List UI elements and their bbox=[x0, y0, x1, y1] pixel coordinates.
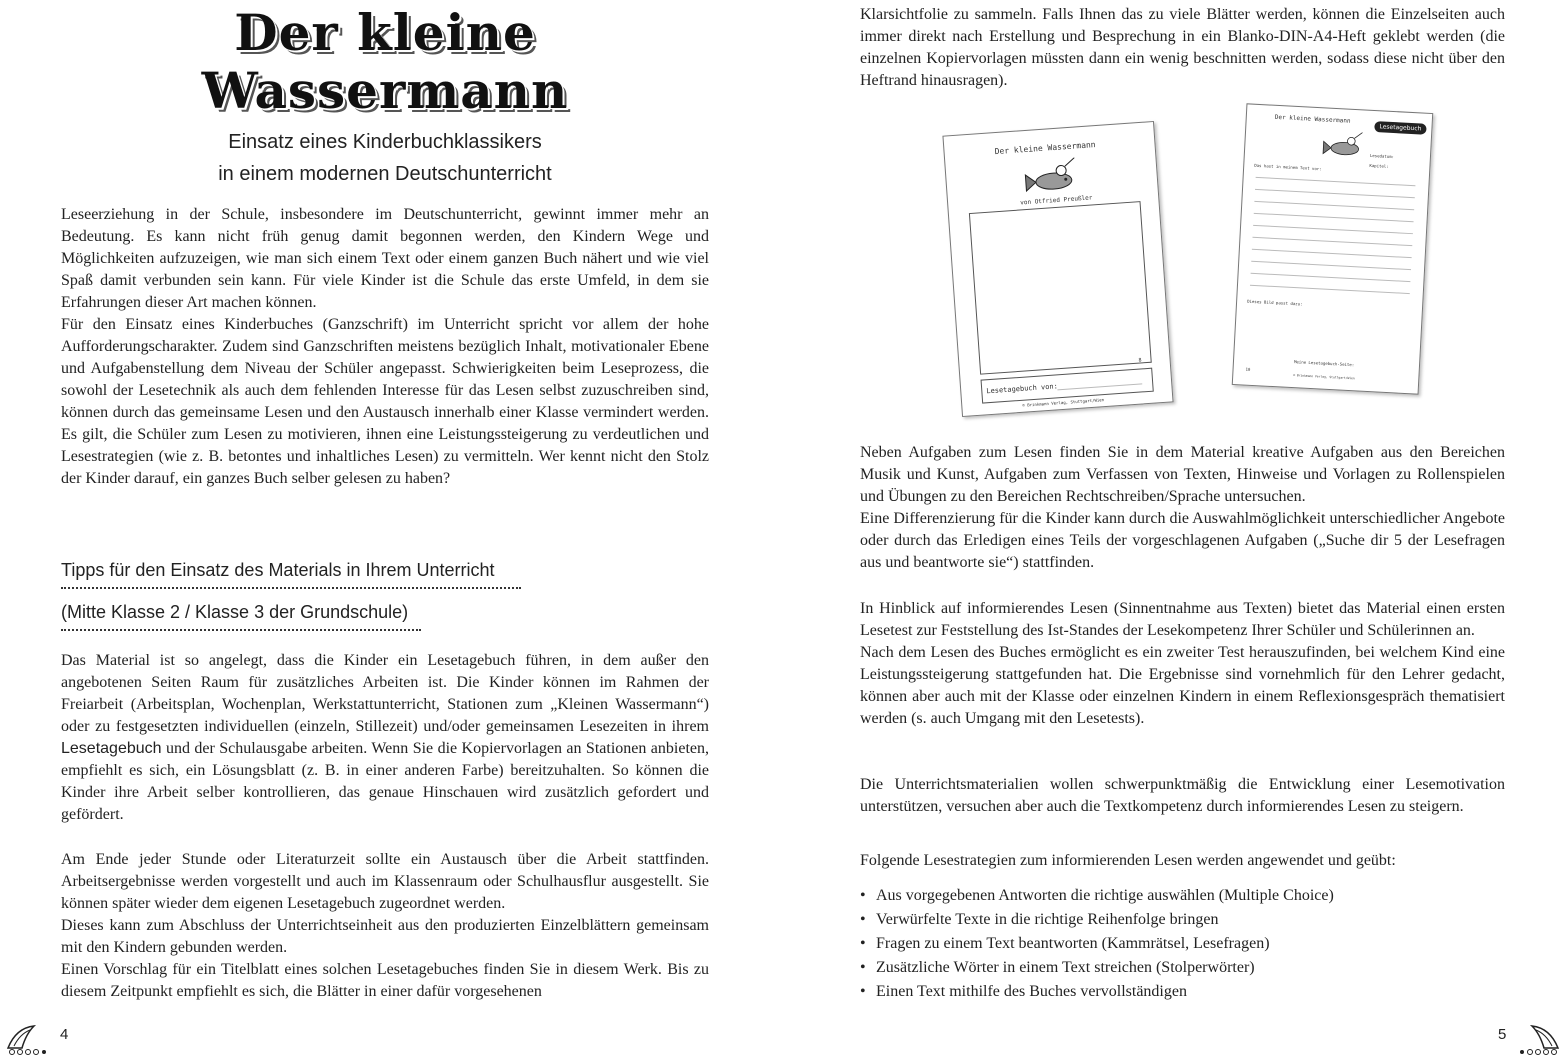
continued-paragraph: Klarsichtfolie zu sammeln. Falls Ihnen das zu viele Blätter werden, können die Einzelseiten auch immer direkt nach Erstellung und Besprechung in ein Blanko-DIN-A4-Heft geklebt werden (die einzelnen Kopiervorlagen müssten dann ein wenig beschnitten werden, sodass diese nicht über den Heftrand hinausragen). bbox=[860, 6, 1505, 89]
sheet-footer: © Brinkmann Verlag, Stuttgart/Wien bbox=[1022, 397, 1105, 408]
lesetagebuch-badge: Lesetagebuch bbox=[1374, 121, 1427, 135]
sheet-author: von Otfried Preußler bbox=[1020, 194, 1093, 207]
water-man-icon bbox=[1320, 130, 1367, 160]
page-title bbox=[150, 4, 620, 120]
page-number-right: 5 bbox=[1498, 1026, 1507, 1043]
drawing-frame bbox=[969, 201, 1152, 375]
sheet-header: Der kleine Wassermann bbox=[1274, 113, 1351, 125]
reading-test-text bbox=[860, 598, 1505, 730]
sheet-title: Der kleine Wassermann bbox=[994, 140, 1096, 157]
dotted-rule bbox=[61, 587, 521, 589]
strategies-intro: Folgende Lesestrategien zum informierenden Lesen werden angewendet und geübt: bbox=[860, 852, 1396, 869]
subtitle-line-1: Einsatz eines Kinderbuchklassikers bbox=[228, 131, 542, 153]
list-item: • Fragen zu einem Text beantworten (Kammrätsel, Lesefragen) bbox=[860, 932, 1505, 956]
lesetagebuch-term: Lesetagebuch bbox=[61, 740, 162, 757]
list-item: • Zusätzliche Wörter in einem Text streichen (Stolperwörter) bbox=[860, 956, 1505, 980]
reading-test-paragraph-2: Nach dem Lesen des Buches ermöglicht es ein zweiter Test herauszufinden, bei welchem Kind eine Leistungssteigerung stattgefunden hat. Die Ergebnisse sind vornehmlich für den Lehrer gedacht, können aber auch mit der Klasse oder einzelnen Kindern in einem Reflexionsgespräch thematisiert werden (s. auch Umgang mit den Lesetests). bbox=[860, 644, 1505, 727]
list-item: • Einen Text mithilfe des Buches vervollständigen bbox=[860, 980, 1505, 1004]
creative-paragraph-2: Eine Differenzierung für die Kinder kann durch die Auswahlmöglichkeit unterschiedlicher Angebote oder durch das Erledigen eines Teils der vorgeschlagenen Aufgaben („Suche dir 5 der Lesefragen aus und beantworte sie“) stattfinden. bbox=[860, 510, 1505, 571]
creative-paragraph-1: Neben Aufgaben zum Lesen finden Sie in dem Material kreative Aufgaben aus den Bereichen Musik und Kunst, Aufgaben zum Verfassen von Texten, Hinweise und Vorlagen zu Rollenspielen und Übungen zu den Bereichen Rechtschreiben/Sprache untersuchen. bbox=[860, 444, 1505, 505]
material-paragraph: Das Material ist so angelegt, dass die Kinder ein Lesetagebuch führen, in dem außer den angebotenen Seiten Raum für zusätzliches Arbeiten ist. Die Kinder können im Rahmen der Freiarbeit (Arbeitsplan, Wochenplan, Werkstattunterricht, Stationen zum „Kleinen Wassermann“) oder zu festgesetzten individuellen (einzeln, Stillezeit) und/oder gemeinsamen Lesezeiten in ihrem Lesetagebuch und der Schulausgabe arbeiten. Wenn Sie die Kopiervorlagen an Stationen anbieten, empfiehlt es sich, ein Lösungsblatt (z. B. in einer anderen Farbe) bereitzuhalten. So können die Kinder ihre Arbeit selber kontrollieren, das genaue Hinschauen wird zusätzlich gefordert und gefördert. bbox=[61, 652, 709, 823]
closing-text bbox=[61, 849, 709, 1003]
subtitle-line-2: in einem modernen Deutschunterricht bbox=[218, 163, 552, 185]
motivation-paragraph: Die Unterrichtsmaterialien wollen schwerpunktmäßig die Entwicklung einer Lesemotivation unterstützen, versuchen aber auch die Textkompetenz durch informierendes Lesen zu steigern. bbox=[860, 776, 1505, 815]
name-box: Lesetagebuch von: 8 bbox=[981, 368, 1154, 404]
publisher-logo-icon bbox=[4, 1022, 48, 1056]
strategies-list bbox=[860, 884, 1505, 1004]
closing-paragraph-2: Dieses kann zum Abschluss der Unterrichtseinheit aus den produzierten Einzelblättern gemeinsam mit den Kindern gebunden werden. bbox=[61, 917, 709, 956]
list-item: • Aus vorgegebenen Antworten die richtige auswählen (Multiple Choice) bbox=[860, 884, 1505, 908]
creative-tasks-text bbox=[860, 442, 1505, 574]
page-number-left: 4 bbox=[60, 1026, 69, 1043]
title-line-2: Wassermann bbox=[201, 61, 569, 120]
reading-test-paragraph-1: In Hinblick auf informierendes Lesen (Sinnentnahme aus Texten) bietet das Material einen ersten Lesetest zur Feststellung des Ist-Standes der Lesekompetenz Ihrer Schüler und Schülerinnen an. bbox=[860, 600, 1505, 639]
motivation-text bbox=[860, 774, 1505, 818]
material-text bbox=[61, 650, 709, 826]
right-page bbox=[784, 0, 1568, 1056]
water-man-icon bbox=[1020, 157, 1082, 197]
intro-paragraph-1: Leseerziehung in der Schule, insbesondere im Deutschunterricht, gewinnt immer mehr an Bedeutung. Es kann nicht früh genug damit begonnen werden, den Kindern Wege und Möglichkeiten aufzuzeigen, wie man sich einem Text oder einem ganzen Buch nähert und wie viel Spaß damit verbunden sein kann. Für viele Kinder ist die Schule das erste Umfeld, in dem sie Erfahrungen dieser Art machen können. bbox=[61, 206, 709, 311]
closing-paragraph-1: Am Ende jeder Stunde oder Literaturzeit sollte ein Austausch über die Arbeit stattfinden. Arbeitsergebnisse werden vorgestellt und auch im Klassenraum oder Schulhausflur ausgestellt. Sie können später wieder dem eigenen Lesetagebuch zugeordnet werden. bbox=[61, 851, 709, 912]
list-item: • Verwürfelte Texte in die richtige Reihenfolge bringen bbox=[860, 908, 1505, 932]
title-line-1: Der kleine bbox=[234, 3, 536, 62]
continued-text bbox=[860, 4, 1505, 92]
intro-text bbox=[61, 204, 709, 490]
subtitle bbox=[140, 126, 630, 190]
tips-heading: Tipps für den Einsatz des Materials in Ihrem Unterricht bbox=[61, 560, 521, 589]
grade-heading: (Mitte Klasse 2 / Klasse 3 der Grundschule) bbox=[61, 602, 421, 631]
dotted-rule bbox=[61, 629, 421, 631]
worksheet-page-illustration: Der kleine Wassermann Lesetagebuch Lesedatum: Kapitel: Das hast in meinem Text vor: Dieses Bild passt dazu: Meine Lesetagebuch-Seite: 10 © Brinkmann Verlag, Stuttgart/Wien bbox=[1232, 103, 1434, 394]
worksheet-cover-illustration bbox=[942, 121, 1173, 417]
intro-paragraph-2: Für den Einsatz eines Kinderbuches (Ganzschrift) im Unterricht spricht vor allem der hohe Aufforderungscharakter. Zudem sind Ganzschriften meistens bezüglich Inhalt, motivationaler Ebene und Aufgabenstellung dem Niveau der Schüler angepasst. Schwierigkeiten beim Leseprozess, die sowohl der Lesetechnik als auch dem fehlenden Interesse für das Lesen selbst zuzuschreiben sind, können durch das gemeinsame Lesen und den Austausch innerhalb einer Klasse vermindert werden. Es gilt, die Schüler zum Lesen zu motivieren, ihnen eine Leistungssteigerung zu verdeutlichen und Lesestrategien (wie z. B. betontes und inhaltliches Lesen) zu vermitteln. Wer kennt nicht den Stolz der Kinder darauf, ein ganzes Buch selber gelesen zu haben? bbox=[61, 316, 709, 487]
publisher-logo-icon bbox=[1518, 1022, 1562, 1056]
closing-paragraph-3: Einen Vorschlag für ein Titelblatt eines solchen Lesetagebuches finden Sie in diesem Werk. Bis zu diesem Zeitpunkt empfiehlt es sich, die Blätter in einer dafür vorgesehenen bbox=[61, 961, 709, 1000]
